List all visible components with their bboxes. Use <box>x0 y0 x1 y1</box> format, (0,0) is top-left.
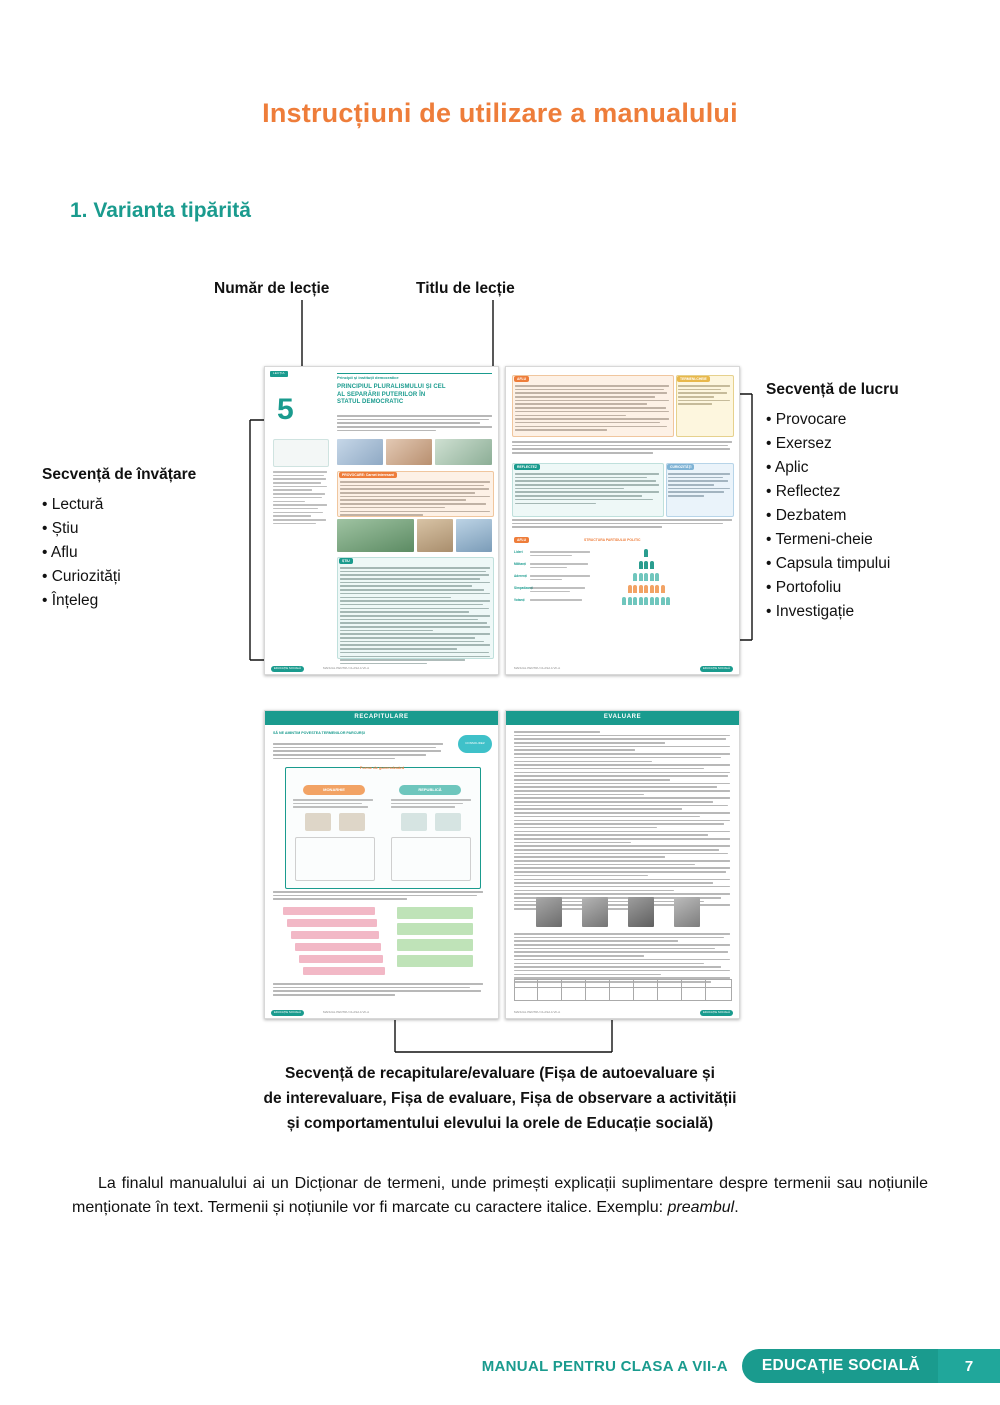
work-sequence-item: • Portofoliu <box>766 579 842 597</box>
curiozitati-header: CURIOZITĂȚI <box>667 464 694 470</box>
closing-text-end: . <box>734 1199 739 1216</box>
recap-evaluation-spread <box>264 710 738 1017</box>
section-heading: 1. Varianta tipărită <box>70 199 251 222</box>
pyramid-row <box>626 549 666 557</box>
pyramid-term: Aderenți <box>514 574 527 578</box>
learning-sequence-item: • Înțeleg <box>42 592 99 610</box>
recap-step <box>299 955 383 963</box>
footer-subject-badge: EDUCAȚIE SOCIALĂ <box>742 1349 938 1383</box>
pyramid-term-desc <box>530 575 590 582</box>
aflu-header: AFLU <box>514 376 529 382</box>
learning-sequence-title: Secvență de învățare <box>42 466 197 483</box>
lesson-photo <box>386 439 432 465</box>
page-footer <box>0 1325 1000 1405</box>
work-sequence-item: • Provocare <box>766 411 847 428</box>
recap-node-republica-label: REPUBLICĂ <box>418 787 442 792</box>
pyramid-term: Lideri <box>514 550 523 554</box>
evaluation-score-table <box>514 979 732 1001</box>
lesson-tag: LECȚIA <box>270 371 288 377</box>
evaluation-header-title: EVALUARE <box>603 714 642 720</box>
pyramid-term-desc <box>530 587 590 594</box>
pyramid-term-desc <box>530 551 590 558</box>
lesson-photo <box>337 519 414 552</box>
work-sequence-item: • Termeni-cheie <box>766 531 873 549</box>
termeni-cheie-text <box>678 385 730 407</box>
recap-line-2: de interevaluare, Fișa de evaluare, Fișa de observare a activității <box>263 1089 737 1107</box>
recap-icon-box <box>305 813 331 831</box>
recap-green-box <box>397 955 473 967</box>
lesson-title: PRINCIPIUL PLURALISMULUI ȘI CEL AL SEPARĂRII PUTERILOR ÎN STATUL DEMOCRATIC <box>337 384 446 405</box>
lesson-photo <box>435 439 492 465</box>
work-sequence-title: Secvență de lucru <box>766 381 899 398</box>
recap-step <box>283 907 375 915</box>
work-sequence-item: • Aplic <box>766 459 809 477</box>
evaluation-questions <box>514 731 730 912</box>
sidebar-text <box>273 471 327 526</box>
evaluation-questions-2 <box>514 933 730 985</box>
stiu-header: ȘTIU <box>339 558 353 564</box>
recap-branch-text <box>293 799 373 810</box>
recap-step <box>295 943 381 951</box>
thumbnail-lesson-right-page[interactable] <box>505 366 740 675</box>
work-sequence-item: • Reflectez <box>766 483 841 501</box>
footer-chip-subject: EDUCAȚIE SOCIALĂ <box>700 1010 733 1016</box>
footer-bar <box>482 1349 1000 1383</box>
lesson-photo <box>456 519 492 552</box>
callout-lesson-number: Număr de lecție <box>214 280 330 297</box>
footer-page-number: 7 <box>938 1349 1000 1383</box>
footer-chip-subject: EDUCAȚIE SOCIALĂ <box>700 666 733 672</box>
recap-step <box>291 931 379 939</box>
pyramid-term-desc <box>530 563 590 570</box>
learning-sequence-item: • Lectură <box>42 496 104 513</box>
stiu-text <box>340 567 490 667</box>
work-sequence-item: • Dezbatem <box>766 507 847 525</box>
footer-manual-label: MANUAL PENTRU CLASA A VII-A <box>323 666 370 671</box>
evaluation-portrait <box>582 897 608 927</box>
recap-branch-text <box>391 799 471 810</box>
consolidez-badge: CONSOLIDEZ <box>458 735 492 753</box>
page-title: Instrucțiuni de utilizare a manualului <box>262 98 738 128</box>
recap-icon-box <box>435 813 461 831</box>
footer-manual-label: MANUAL PENTRU CLASA A VII-A <box>514 1010 561 1015</box>
recap-icon-box <box>401 813 427 831</box>
termeni-cheie-header: TERMENI-CHEIE <box>677 376 710 382</box>
reflectez-header: REFLECTEZ <box>514 464 540 470</box>
pyramid-term: Votanți <box>514 598 525 602</box>
footer-manual-label: MANUAL PENTRU CLASA A VII-A <box>323 1010 370 1015</box>
pyramid-term: Simpatizanți <box>514 586 533 590</box>
learning-sequence-item: • Aflu <box>42 544 78 562</box>
recap-green-box <box>397 939 473 951</box>
thumbnail-lesson-left-page[interactable] <box>264 366 499 675</box>
thumbnail-recapitulare-page[interactable] <box>264 710 499 1019</box>
divider <box>337 373 492 374</box>
closing-text: La finalul manualului ai un Dicționar de termeni, unde primești explicații suplimentare despre termenii sau noțiunile menționate în text. Termenii și noțiunile vor fi marcate cu caractere italice. Exemplu: <box>72 1175 928 1216</box>
reflectez-text <box>515 473 659 506</box>
pyramid-row <box>594 597 698 605</box>
pyramid-term: Militanți <box>514 562 527 566</box>
thumbnail-evaluare-page[interactable] <box>505 710 740 1019</box>
recap-subdiagram <box>295 837 375 881</box>
recap-body-text <box>273 891 483 902</box>
recap-step <box>287 919 377 927</box>
work-sequence-item: • Capsula timpului <box>766 555 891 573</box>
recap-header-title: RECAPITULARE <box>354 714 409 720</box>
lesson-number: 5 <box>277 393 294 426</box>
pyramid-row <box>610 573 682 581</box>
callout-work-sequence <box>766 381 899 624</box>
work-sequence-item: • Investigație <box>766 603 855 621</box>
lesson-kicker: Principii și instituții democratice <box>337 375 399 380</box>
pyramid-row <box>618 561 674 569</box>
closing-paragraph <box>72 1172 928 1220</box>
body-text <box>512 519 732 530</box>
diagram-title: STRUCTURA PARTIDULUI POLITIC <box>584 538 641 542</box>
closing-italic-term: preambul <box>667 1199 735 1216</box>
recap-node-monarhie-label: MONARHIE <box>323 787 345 792</box>
recap-footer-text <box>273 983 483 998</box>
recap-intro-text <box>273 743 443 761</box>
callout-learning-sequence <box>42 466 196 613</box>
callout-lesson-title: Titlu de lecție <box>416 280 515 297</box>
recap-subheader: SĂ NE AMINTIM POVESTEA TERMENILOR PARCURȘI <box>273 731 365 735</box>
evaluation-portrait <box>628 897 654 927</box>
lesson-intro-text <box>337 415 492 433</box>
learning-sequence-item: • Curiozități <box>42 568 121 586</box>
provocare-header: PROVOCARE: Carnet interesant <box>339 472 397 478</box>
pyramid-row <box>602 585 690 593</box>
curiozitati-text <box>668 473 730 499</box>
recap-icon-box <box>339 813 365 831</box>
evaluation-portrait <box>536 897 562 927</box>
recap-green-box <box>397 923 473 935</box>
lesson-photo <box>417 519 453 552</box>
recap-line-3: și comportamentului elevului la orele de Educație socială) <box>286 1114 714 1132</box>
lesson-spread <box>264 366 738 673</box>
footer-chip-subject: EDUCAȚIE SOCIALĂ <box>271 666 304 672</box>
pyramid-term-desc <box>530 599 590 603</box>
recap-green-box <box>397 907 473 919</box>
footer-chip-subject: EDUCAȚIE SOCIALĂ <box>271 1010 304 1016</box>
provocare-text <box>340 481 490 518</box>
footer-manual-label: MANUAL PENTRU CLASA A VII-A <box>514 666 561 671</box>
sidebar-quote-box <box>273 439 329 467</box>
evaluation-portrait <box>674 897 700 927</box>
aflu-text <box>515 385 669 433</box>
learning-sequence-item: • Știu <box>42 520 79 538</box>
recap-step <box>303 967 385 975</box>
recap-subdiagram <box>391 837 471 881</box>
work-sequence-item: • Exersez <box>766 435 832 453</box>
footer-manual-text: MANUAL PENTRU CLASA A VII-A <box>481 1357 728 1375</box>
aflu-header-2: AFLU <box>514 537 529 543</box>
recap-line-1: Secvență de recapitulare/evaluare (Fișa de autoevaluare și <box>285 1065 715 1082</box>
callout-recap-sequence <box>0 1062 1000 1136</box>
lesson-photo <box>337 439 383 465</box>
recap-diagram-title: Forme de guvernământ <box>359 765 405 770</box>
body-text <box>512 441 732 456</box>
